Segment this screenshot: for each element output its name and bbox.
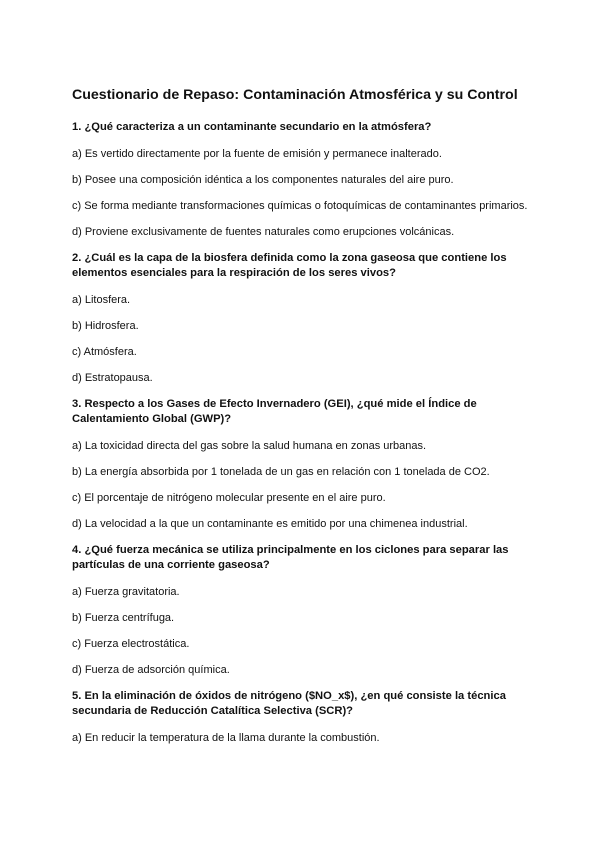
option-4b: b) Fuerza centrífuga. [72,612,175,624]
option-1a: a) Es vertido directamente por la fuente de emisión y permanece inalterado. [72,148,442,160]
document-title: Cuestionario de Repaso: Contaminación Atmosférica y su Control [72,87,518,103]
option-3a: a) La toxicidad directa del gas sobre la salud humana en zonas urbanas. [72,440,427,452]
document-page [72,86,532,757]
option-4a: a) Fuerza gravitatoria. [72,586,180,598]
option-2b: b) Hidrosfera. [72,320,139,332]
option-1c: c) Se forma mediante transformaciones químicas o fotoquímicas de contaminantes primarios. [72,200,528,212]
option-5a: a) En reducir la temperatura de la llama durante la combustión. [72,732,380,744]
option-4d: d) Fuerza de adsorción química. [72,664,230,676]
question-block-4 [72,543,532,677]
option-2d: d) Estratopausa. [72,372,153,384]
option-3d: d) La velocidad a la que un contaminante es emitido por una chimenea industrial. [72,518,468,530]
question-block-2 [72,251,532,385]
option-1b: b) Posee una composición idéntica a los componentes naturales del aire puro. [72,174,454,186]
question-5: 5. En la eliminación de óxidos de nitrógeno ($NO_x$), ¿en qué consiste la técnica secundaria de Reducción Catalítica Selectiva (SCR)? [72,690,506,717]
option-2c: c) Atmósfera. [72,346,137,358]
question-3: 3. Respecto a los Gases de Efecto Invernadero (GEI), ¿qué mide el Índice de Calentamiento Global (GWP)? [72,398,477,425]
question-block-3 [72,397,532,531]
question-2: 2. ¿Cuál es la capa de la biosfera definida como la zona gaseosa que contiene los elementos esenciales para la respiración de los seres vivos? [72,252,507,279]
question-block-5 [72,689,532,745]
option-2a: a) Litosfera. [72,294,131,306]
question-4: 4. ¿Qué fuerza mecánica se utiliza principalmente en los ciclones para separar las partículas de una corriente gaseosa? [72,544,509,571]
option-3c: c) El porcentaje de nitrógeno molecular presente en el aire puro. [72,492,386,504]
option-3b: b) La energía absorbida por 1 tonelada de un gas en relación con 1 tonelada de CO2. [72,466,490,478]
option-1d: d) Proviene exclusivamente de fuentes naturales como erupciones volcánicas. [72,226,455,238]
option-4c: c) Fuerza electrostática. [72,638,190,650]
question-1: 1. ¿Qué caracteriza a un contaminante secundario en la atmósfera? [72,121,432,133]
question-block-1 [72,120,532,239]
